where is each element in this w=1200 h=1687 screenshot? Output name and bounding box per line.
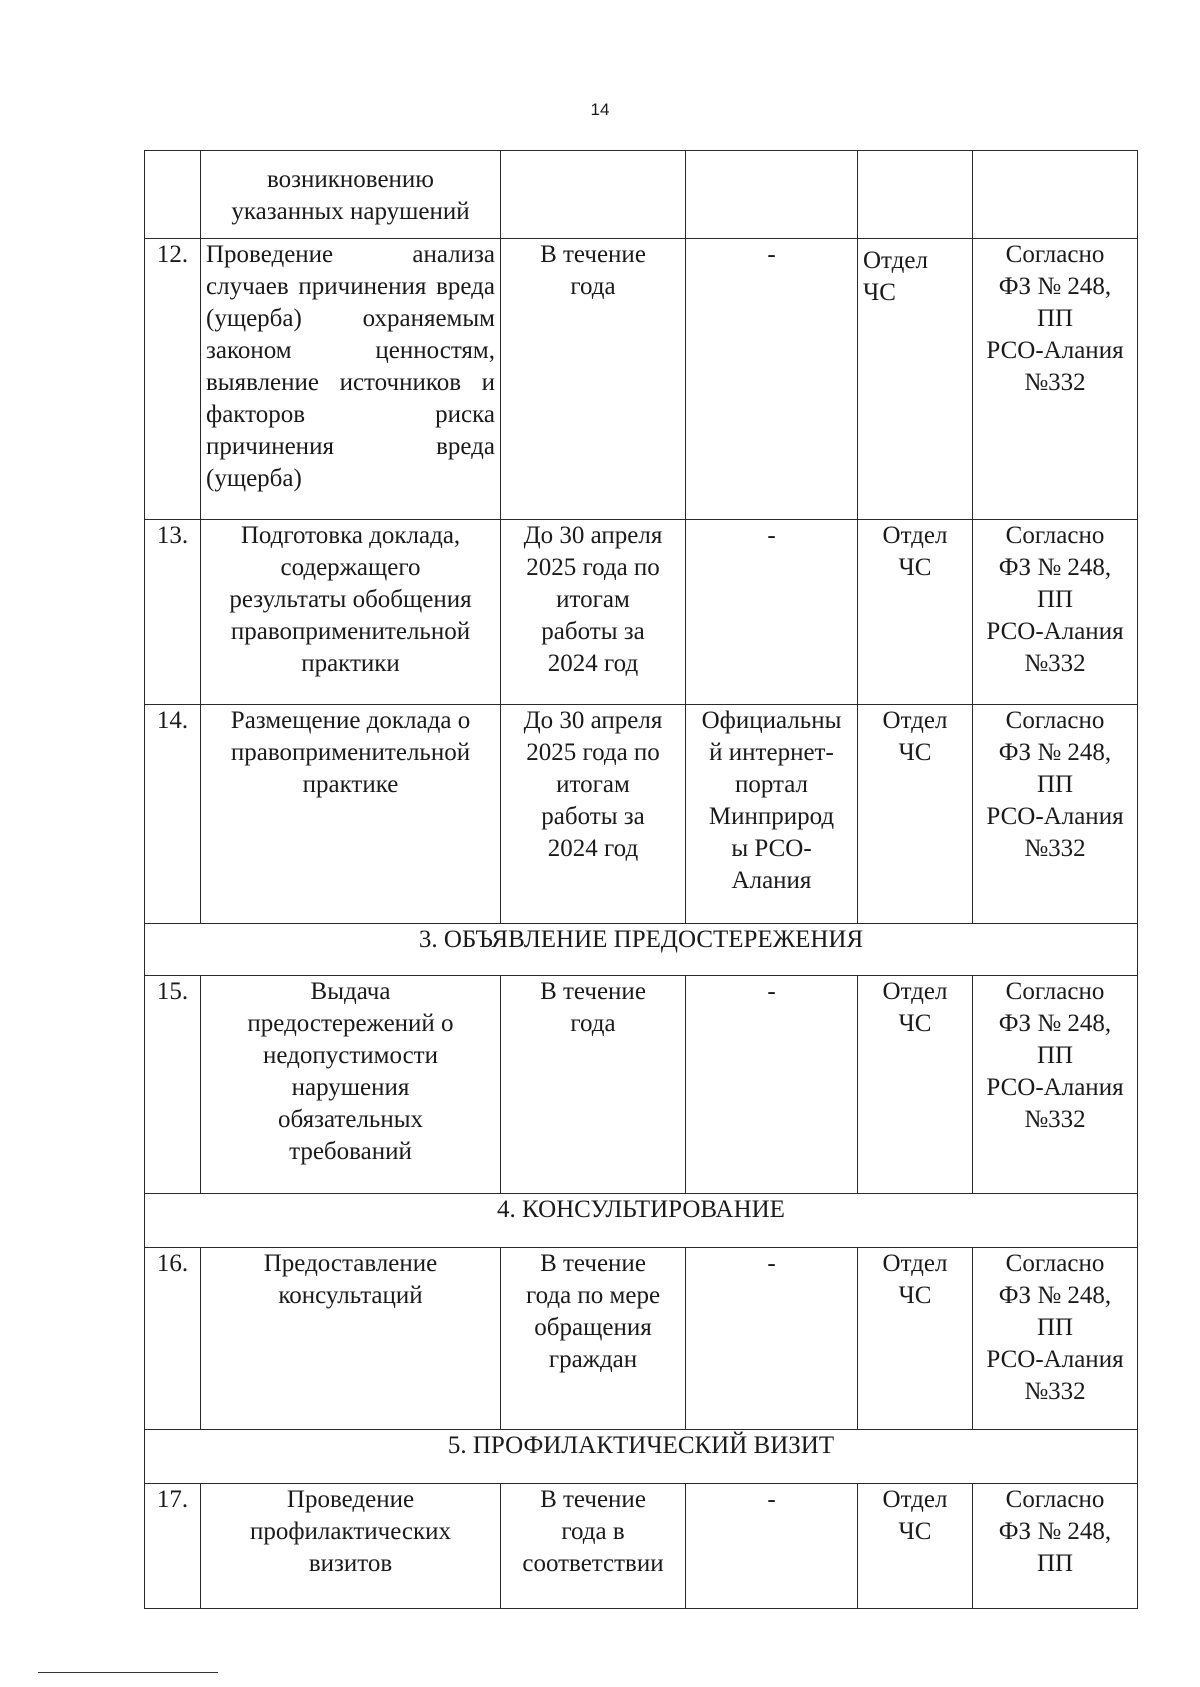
cell-basis: Согласно ФЗ № 248, ПП РСО-Алания №332 — [973, 239, 1138, 520]
cell-basis: Согласно ФЗ № 248, ПП РСО-Алания №332 — [973, 1248, 1138, 1430]
section-title: 4. КОНСУЛЬТИРОВАНИЕ — [145, 1194, 1138, 1248]
cell-term: До 30 апреля 2025 года по итогам работы за 2024 год — [501, 705, 686, 924]
cell-term: До 30 апреля 2025 года по итогам работы за 2024 год — [501, 520, 686, 705]
cell-event: Проведение профилактических визитов — [201, 1484, 501, 1609]
cell-term: В течение года — [501, 239, 686, 520]
cell-num: 17. — [145, 1484, 201, 1609]
cell-responsible: Отдел ЧС — [858, 239, 973, 520]
cell-event: Выдача предостережений о недопустимости нарушения обязательных требований — [201, 976, 501, 1194]
section-row — [145, 924, 1138, 976]
cell-term: В течение года в соответствии — [501, 1484, 686, 1609]
cell-event: Размещение доклада о правоприменительной практике — [201, 705, 501, 924]
cell-place: - — [686, 1484, 858, 1609]
table-row-continuation — [145, 151, 1138, 239]
section-row — [145, 1430, 1138, 1484]
cell-place: - — [686, 520, 858, 705]
cell-basis: Согласно ФЗ № 248, ПП РСО-Алания №332 — [973, 976, 1138, 1194]
cell-num: 14. — [145, 705, 201, 924]
cell-responsible: Отдел ЧС — [858, 1484, 973, 1609]
cell-place: Официальны й интернет- портал Минприрод ы РСО- Алания — [686, 705, 858, 924]
cell-responsible: Отдел ЧС — [858, 1248, 973, 1430]
cell-place: - — [686, 239, 858, 520]
cell-event: возникновению указанных нарушений — [201, 151, 501, 239]
cell-event: Подготовка доклада, содержащего результаты обобщения правоприменительной практики — [201, 520, 501, 705]
table-row — [145, 1248, 1138, 1430]
section-title: 5. ПРОФИЛАКТИЧЕСКИЙ ВИЗИТ — [145, 1430, 1138, 1484]
cell-basis: Согласно ФЗ № 248, ПП РСО-Алания №332 — [973, 520, 1138, 705]
cell-event: Проведение анализа случаев причинения вреда (ущерба) охраняемым законом ценностям, выявление источников и факторов риска причинения вреда (ущерба) — [201, 239, 501, 520]
cell-num: 13. — [145, 520, 201, 705]
table-row — [145, 239, 1138, 520]
cell-basis — [973, 151, 1138, 239]
cell-responsible: Отдел ЧС — [858, 520, 973, 705]
cell-responsible: Отдел ЧС — [858, 976, 973, 1194]
cell-responsible — [858, 151, 973, 239]
footnote-divider — [38, 1672, 218, 1673]
cell-num: 16. — [145, 1248, 201, 1430]
cell-num: 15. — [145, 976, 201, 1194]
activities-table — [144, 150, 1138, 1609]
table-row — [145, 520, 1138, 705]
cell-term — [501, 151, 686, 239]
cell-place — [686, 151, 858, 239]
table-row — [145, 1484, 1138, 1609]
cell-basis: Согласно ФЗ № 248, ПП РСО-Алания №332 — [973, 705, 1138, 924]
cell-place: - — [686, 1248, 858, 1430]
page-number: 14 — [590, 100, 610, 119]
cell-basis: Согласно ФЗ № 248, ПП — [973, 1484, 1138, 1609]
section-title: 3. ОБЪЯВЛЕНИЕ ПРЕДОСТЕРЕЖЕНИЯ — [145, 924, 1138, 976]
cell-term: В течение года — [501, 976, 686, 1194]
section-row — [145, 1194, 1138, 1248]
table-row — [145, 976, 1138, 1194]
cell-term: В течение года по мере обращения граждан — [501, 1248, 686, 1430]
cell-num: 12. — [145, 239, 201, 520]
cell-event: Предоставление консультаций — [201, 1248, 501, 1430]
cell-responsible: Отдел ЧС — [858, 705, 973, 924]
table-row — [145, 705, 1138, 924]
cell-num — [145, 151, 201, 239]
cell-place: - — [686, 976, 858, 1194]
